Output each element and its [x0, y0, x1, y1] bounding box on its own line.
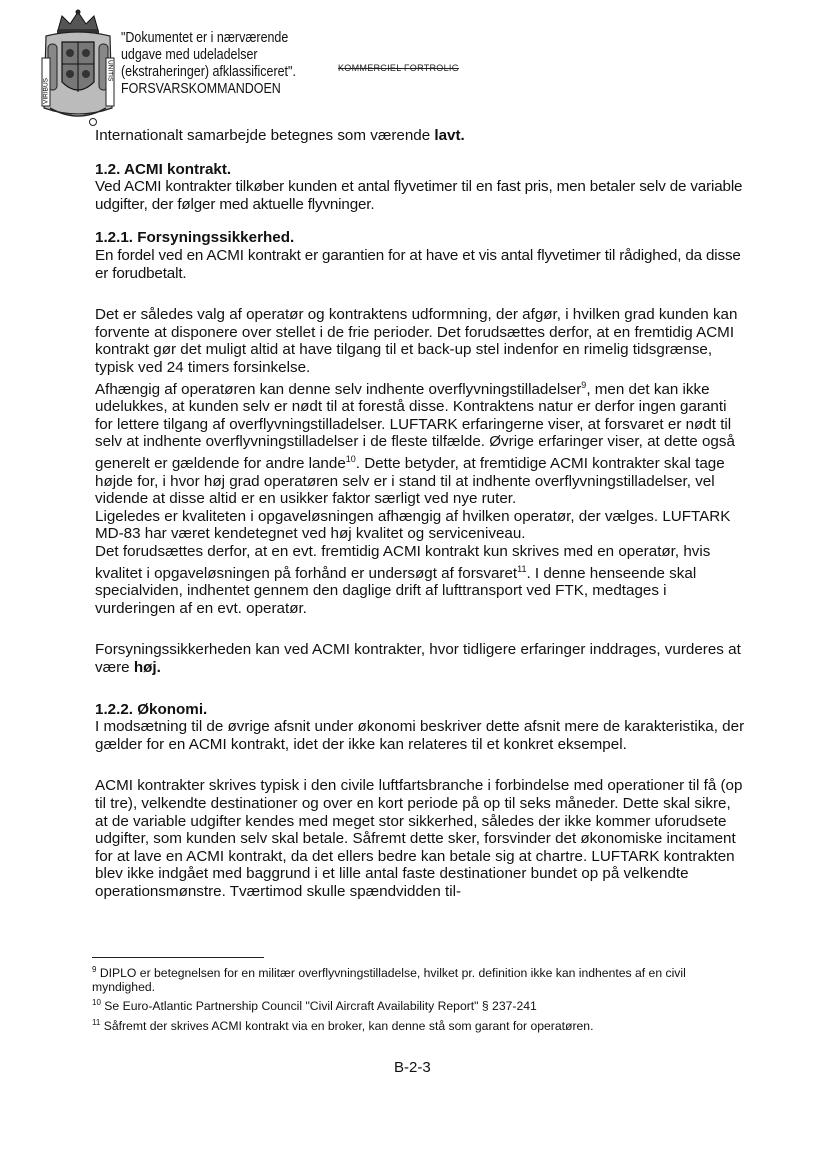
intro-text: Internationalt samarbejde betegnes som værende [95, 127, 435, 144]
paragraph: ACMI kontrakter skrives typisk i den civile luftfartsbranche i forbindelse med operationer til få (op til tre), velkendte destinationer og over en kort periode på op til seks måneder. Dette skal sikre, at de variable udgifter kendes med meget stor sikkerhed, således der ikke kommer uforudsete udgifter, som kunden selv skal betale. Såfremt dette sker, forsvinder det økonomiske incitament for at lave en ACMI kontrakt, da det ellers bedre kan betale sig at chartre. LUFTARK kontrakten blev ikke indgået med baggrund i et lille antal faste destinationer bundet op på velkendte operationsmønstre. Tværtimod skulle spændvidden til- [95, 777, 743, 900]
text: Det forudsættes derfor, at en evt. fremtidig ACMI kontrakt kun skrives med en operatør, hvis kvalitet i opgaveløsningen på forhånd er undersøgt af forsvaret [95, 543, 711, 582]
footnote-number: 11 [92, 1017, 101, 1027]
paragraph: I modsætning til de øvrige afsnit under økonomi beskriver dette afsnit mere de karakteristika, der gælder for en ACMI kontrakt, idet der ikke kan relateres til et konkret eksempel. [95, 718, 745, 753]
paragraph: En fordel ved en ACMI kontrakt er garantien for at have et vis antal flyvetimer til rådighed, da disse er forudbetalt. [95, 246, 741, 282]
bold-text: høj. [133, 659, 161, 677]
stamp-line-3: (ekstraheringer) afklassificeret". [121, 64, 296, 80]
paragraph-overflight [95, 377, 745, 508]
text: . Dette betyder, at fremtidige ACMI kontrakter skal tage højde for, i hvor høj grad operatøren selv er i stand til at indhente overflyvningstilladelser, vel vidende at disse altid er en usikker faktor særligt ved nye ruter. [95, 455, 725, 508]
text: Forsyningssikkerheden kan ved ACMI kontrakter, hvor tidligere erfaringer inddrages, vurderes at være [95, 641, 741, 677]
footnote-ref-10: 10 [345, 453, 356, 464]
paragraph-quality [95, 543, 745, 617]
text: . I denne henseende skal specialviden, indhentet gennem den daglige drift af lufttransport ved FTK, medtages i vurderingen af en evt. operatør. [95, 564, 697, 617]
text: Afhængig af operatøren kan denne selv indhente overflyvningstilladelser [95, 380, 582, 398]
seal-right-motto: UNITIS [106, 60, 114, 82]
footnote-divider [92, 957, 264, 958]
footnotes [92, 963, 742, 1035]
section-heading-forsyning: 1.2.1. Forsyningssikkerhed. [95, 229, 295, 247]
royal-seal-icon [40, 8, 116, 126]
text: , men det kan ikke udelukkes, at kunden selv er nødt til at forestå disse. Kontraktens natur er derfor ingen garanti for lettere tilgang af overflyvningstilladelser. LUFTARK erfaringerne viser, at forsvaret er nødt til selv at indhente overflyvningstilladelser i de fleste tilfælde. Øvrige erfaringer viser, at dette også generelt er gældende for andre lande [95, 380, 735, 473]
stamp-line-4: FORSVARSKOMMANDOEN [121, 81, 281, 97]
footnote-text: Såfremt der skrives ACMI kontrakt via en broker, kan denne stå som garant for operatøren. [100, 1018, 594, 1033]
stamp-line-2: udgave med udeladelser [121, 47, 258, 63]
intro-paragraph [95, 127, 745, 145]
footnote [92, 1016, 742, 1033]
paragraph: Ved ACMI kontrakter tilkøber kunden et antal flyvetimer til en fast pris, men betaler selv de variable udgifter, der følger med aktuelle flyvninger. [95, 178, 743, 213]
document-body [95, 127, 745, 901]
classification-marking: KOMMERCIEL FORTROLIG [338, 63, 460, 73]
paragraph: Ligeledes er kvaliteten i opgaveløsningen afhængig af hvilken operatør, der vælges. LUFTARK MD-83 har været kendetegnet ved høj kvalitet og serviceniveau. [95, 507, 731, 543]
paragraph: Det er således valg af operatør og kontraktens udformning, der afgør, i hvilken grad kunden kan forvente at disponere over stellet i de frie perioder. Det forudsættes derfor, at en fremtidig ACMI kontrakt gør det muligt altid at have tilgang til et back-up stel indenfor en rimelig tidsgrænse, typisk ved 24 timers forsinkelse. [95, 306, 738, 376]
page-number: B-2-3 [394, 1059, 431, 1076]
footnote-number: 10 [92, 998, 101, 1008]
footnote-ref-9: 9 [581, 379, 587, 390]
declassification-stamp [121, 30, 302, 98]
section-heading-acmi: 1.2. ACMI kontrakt. [95, 160, 232, 178]
stamp-line-1: "Dokumentet er i nærværende [121, 30, 289, 46]
section-heading-okonomi: 1.2.2. Økonomi. [95, 700, 208, 718]
footnote-text: DIPLO er betegnelsen for en militær overflyvningstilladelse, hvilket pr. definition ikke kan indhentes af en civil myndighed. [92, 966, 686, 995]
intro-bold: lavt. [434, 127, 465, 144]
seal-left-motto: VIRIBUS [42, 77, 50, 104]
footnote [92, 996, 742, 1013]
footnote-ref-11: 11 [517, 563, 527, 574]
paragraph-conclusion [95, 641, 745, 676]
footnote [92, 963, 742, 994]
footnote-number: 9 [92, 965, 97, 974]
footnote-text: Se Euro-Atlantic Partnership Council "Civil Aircraft Availability Report" § 237-241 [100, 999, 537, 1014]
